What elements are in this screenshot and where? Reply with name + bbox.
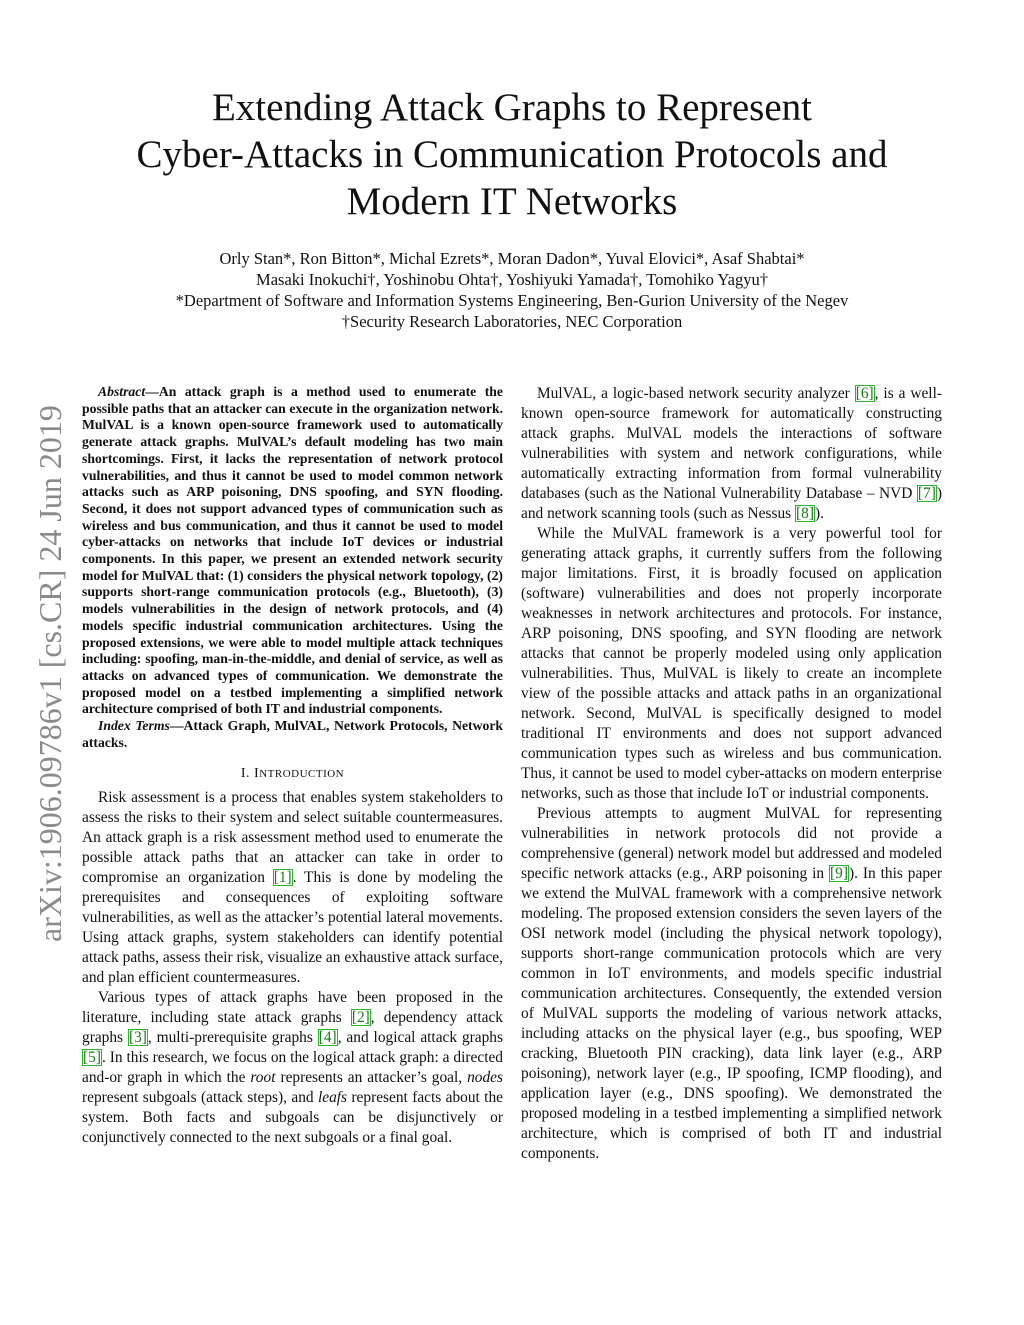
- section-title-rest: NTRODUCTION: [259, 768, 345, 781]
- right-column: [521, 384, 942, 1164]
- title-line: Cyber-Attacks in Communication Protocols and: [136, 133, 888, 176]
- paragraph-text: represent subgoals (attack steps), and: [82, 1089, 318, 1107]
- intro-paragraph-4: While the MulVAL framework is a very powerful tool for generating attack graphs, it currently suffers from the following major limitations. First, it is broadly focused on application (software) vulnerabilities and does not properly incorporate weaknesses in network architectures and protocols. For instance, ARP poisoning, DNS spoofing, and SYN flooding are network attacks that cannot be properly modeled using only application vulnerabilities. Thus, MulVAL is likely to create an incomplete view of the possible attacks and attack paths in an organizational network. Second, MulVAL is specifically designed to model traditional IT environments and does not support advanced communication types such as wireless and bus communication. Thus, it cannot be used to model cyber-attacks on modern enterprise networks, such as those that include IoT or industrial components.: [521, 525, 942, 802]
- affiliation-nec: †Security Research Laboratories, NEC Corporation: [341, 312, 683, 331]
- arxiv-identifier: arXiv:1906.09786v1 [cs.CR] 24 Jun 2019: [32, 405, 68, 942]
- title-line: Modern IT Networks: [346, 180, 678, 223]
- index-terms-label: Index Terms: [98, 718, 170, 734]
- paper-title: [100, 84, 924, 225]
- paragraph-text: represents an attacker’s goal,: [275, 1069, 468, 1087]
- citation-link[interactable]: [3]: [128, 1029, 147, 1047]
- citation-link[interactable]: [1]: [273, 869, 292, 887]
- citation-link[interactable]: [9]: [830, 865, 848, 882]
- paragraph-text: Risk assessment is a process that enables system stakeholders to assess the risks to their system and select suitable countermeasures. An attack graph is a risk assessment method used to enumerate the possible attack paths that an attacker can take in order to compromise an organization: [82, 789, 503, 887]
- paragraph-text: , and logical attack graphs: [337, 1029, 503, 1047]
- intro-paragraph-5: [521, 804, 942, 1164]
- citation-link[interactable]: [4]: [318, 1029, 337, 1047]
- term-leafs: leafs: [317, 1089, 348, 1107]
- paragraph-text: ).: [814, 505, 824, 522]
- paragraph-text: . In this research, we focus on the logical attack graph: a directed and-or graph in which the: [82, 1049, 503, 1087]
- paragraph-text: represent facts about the system. Both facts and subgoals can be disjunctively or conjunctively connected to the next subgoals or a final goal.: [82, 1089, 503, 1147]
- abstract-text: —An attack graph is a method used to enumerate the possible paths that an attacker can execute in the organization network. MulVAL is a known open-source framework used to automatically generate attack graphs. MulVAL’s default modeling has two main shortcomings. First, it lacks the representation of network protocol vulnerabilities, and thus it cannot be used to model common network attacks such as ARP poisoning, DNS spoofing, and SYN flooding. Second, it does not support advanced types of communication such as wireless and bus communication, and thus it cannot be used to model cyber-attacks on networks that include IoT devices or industrial components. In this paper, we present an extended network security model for MulVAL that: (1) considers the physical network topology, (2) supports short-range communication protocols (e.g., Bluetooth), (3) models vulnerabilities in the design of network protocols, and (4) models specific industrial communication architectures. Using the proposed extensions, we were able to model multiple attack techniques including: spoofing, man-in-the-middle, and denial of service, as well as attacks on advanced types of communication. We demonstrate the proposed model on a testbed implementing a simplified network architecture comprised of both IT and industrial components.: [82, 384, 503, 717]
- paragraph-text: Previous attempts to augment MulVAL for representing vulnerabilities in network protocols did not provide a comprehensive (general) network model but addressed and modeled specific network attacks (e.g., ARP poisoning in: [521, 805, 942, 882]
- paragraph-text: ). In this paper we extend the MulVAL framework with a comprehensive network modeling. The proposed extension considers the seven layers of the OSI network model (including the physical network topology), supports short-range communication protocols which are very common in IoT environments, and models specific industrial communication architectures. Consequently, the extended version of MulVAL supports the modeling of various network attacks, including attacks on the physical layer (e.g., bus spoofing, WEP cracking, Bluetooth PIN cracking), data link layer (e.g., ARP poisoning), network layer (e.g., IP spoofing, ICMP flooding), and application layer (e.g., DNS spoofing). We demonstrated the proposed modeling in a testbed implementing a simplified network architecture, which is comprised of both IT and industrial components.: [521, 865, 942, 1162]
- author-line-1: Orly Stan*, Ron Bitton*, Michal Ezrets*, Moran Dadon*, Yuval Elovici*, Asaf Shabtai*: [219, 249, 805, 268]
- citation-link[interactable]: [6]: [855, 385, 874, 402]
- citation-link[interactable]: [5]: [83, 1049, 101, 1067]
- author-line-2: Masaki Inokuchi†, Yoshinobu Ohta†, Yoshiyuki Yamada†, Tomohiko Yagyu†: [256, 270, 768, 289]
- left-column: [82, 384, 503, 1148]
- term-nodes: nodes: [467, 1069, 503, 1087]
- paragraph-text: . This is done by modeling the prerequisites and consequences of exploiting software vulnerabilities, as well as the attacker’s potential lateral movements. Using attack graphs, system stakeholders can identify potential attack paths, assess their risk, visualize an exhaustive attack surface, and plan efficient countermeasures.: [82, 869, 503, 987]
- affiliation-bgu: *Department of Software and Information Systems Engineering, Ben-Gurion University of the Negev: [175, 291, 849, 310]
- intro-paragraph-2: [82, 988, 503, 1148]
- author-block: [100, 248, 924, 332]
- abstract: [82, 384, 503, 718]
- paragraph-text: ) and network scanning tools (such as Nessus: [521, 485, 942, 522]
- section-heading-introduction: [82, 766, 503, 782]
- abstract-label: Abstract: [98, 384, 146, 399]
- paragraph-text: , multi-prerequisite graphs: [147, 1029, 318, 1047]
- term-root: root: [250, 1069, 276, 1087]
- title-line: Extending Attack Graphs to Represent: [211, 86, 813, 129]
- citation-link[interactable]: [2]: [351, 1009, 370, 1027]
- paragraph-text: Various types of attack graphs have been proposed in the literature, including state attack graphs: [82, 989, 503, 1027]
- citation-link[interactable]: [8]: [796, 505, 814, 522]
- section-title-initial: I: [254, 766, 260, 782]
- index-terms-text: —Attack Graph, MulVAL, Network Protocols, Network attacks.: [82, 718, 504, 750]
- paragraph-text: , is a well-known open-source framework for automatically constructing attack graphs. MulVAL models the interactions of software vulnerabilities with system and network configurations, while automatically extracting information from formal vulnerability databases (such as the National Vulnerability Database – NVD: [521, 385, 942, 502]
- intro-paragraph-1: [82, 788, 503, 988]
- citation-link[interactable]: [7]: [917, 485, 936, 502]
- section-number: I.: [240, 766, 255, 782]
- index-terms: [82, 718, 503, 751]
- intro-paragraph-3: [521, 384, 942, 524]
- paragraph-text: MulVAL, a logic-based network security analyzer: [537, 385, 855, 402]
- paragraph-text: , dependency attack graphs: [82, 1009, 503, 1047]
